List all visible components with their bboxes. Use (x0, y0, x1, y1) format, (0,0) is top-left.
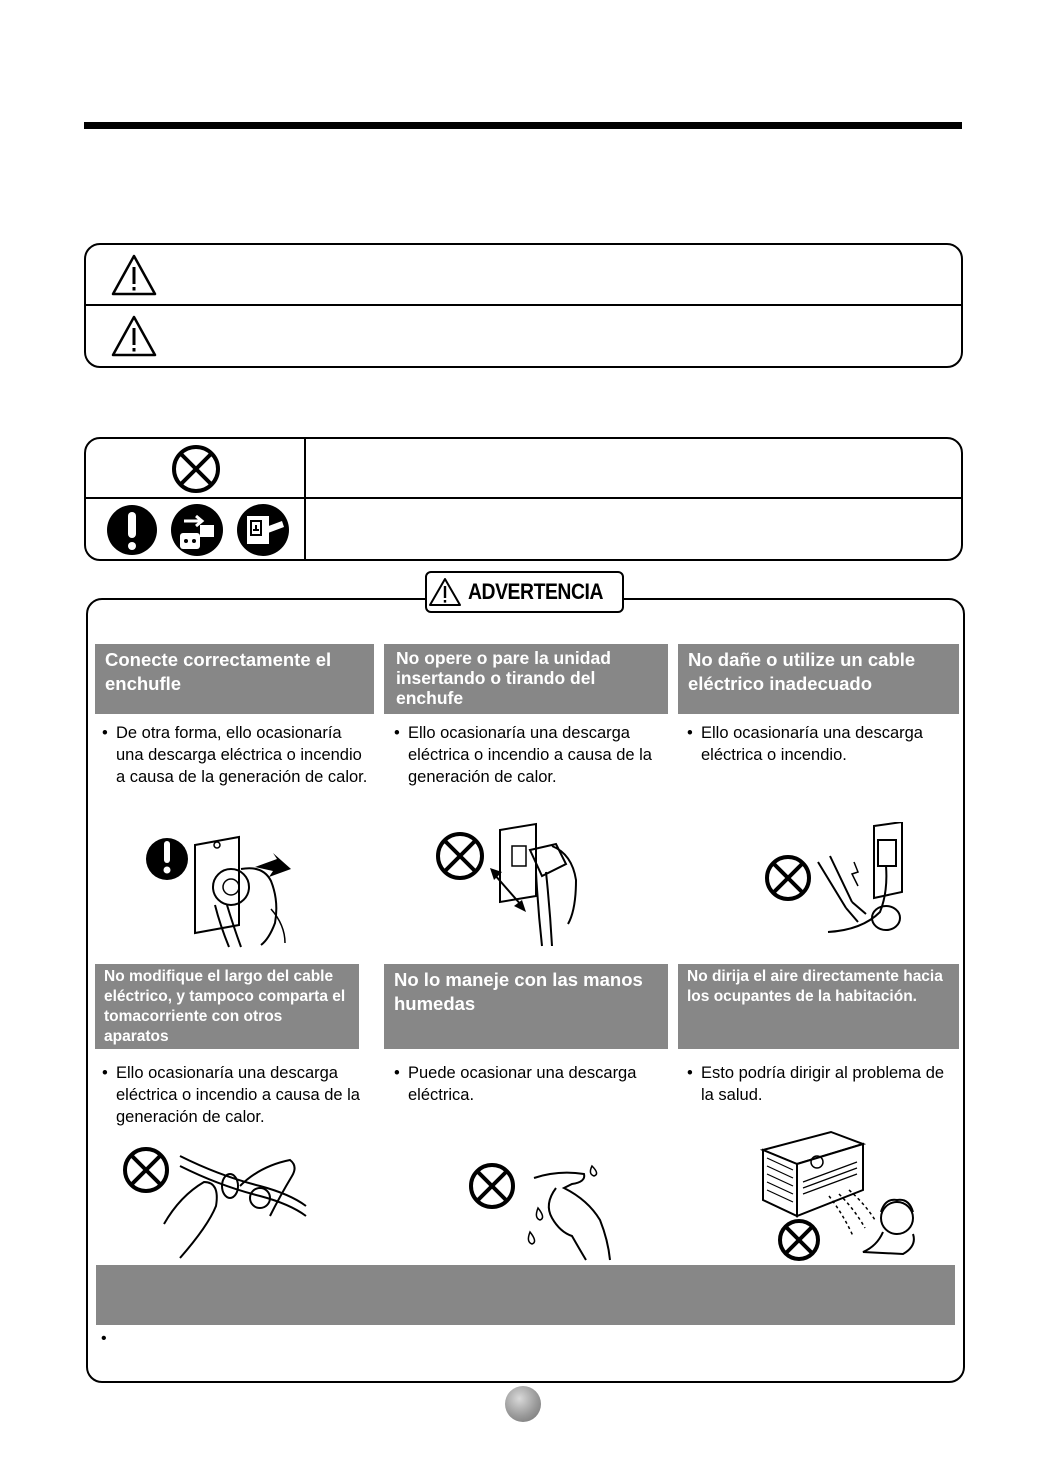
caution-symbol-table (84, 243, 963, 368)
wet-hands-illustration (468, 1160, 618, 1262)
plug-insert-illustration (145, 825, 305, 950)
page-number-badge (505, 1386, 541, 1422)
warning-label (425, 571, 624, 613)
unplug-icon (170, 503, 224, 557)
note-bullet: • (101, 1330, 107, 1347)
card-title: No opere o pare la unidad insertando o tirando del enchufe (384, 644, 668, 714)
card-title: No dirija el aire directamente hacia los ocupantes de la habitación. (678, 964, 959, 1049)
caution-triangle-icon (110, 314, 158, 358)
air-direction-illustration (757, 1124, 937, 1264)
warning-label-text: ADVERTENCIA (467, 579, 603, 604)
card-text: • Ello ocasionaría una descarga eléctrica o incendio a causa de la generación de calor. (100, 1062, 362, 1128)
card-title: No lo maneje con las manos humedas (384, 964, 668, 1049)
row-divider (86, 497, 961, 499)
plug-pull-illustration (432, 820, 592, 948)
prohibition-icon (170, 444, 222, 494)
modify-cable-illustration (120, 1146, 310, 1260)
column-divider (304, 439, 306, 559)
row-divider (86, 304, 961, 306)
warning-triangle-icon (428, 577, 462, 607)
card-text: • Ello ocasionaría una descarga eléctrica o incendio. (685, 722, 953, 766)
ground-icon (236, 503, 290, 557)
card-text: • Esto podría dirigir al problema de la salud. (685, 1062, 953, 1106)
card-text: • De otra forma, ello ocasionaría una descarga eléctrica o incendio a causa de la generación de calor. (100, 722, 370, 788)
symbol-legend-table (84, 437, 963, 561)
mandatory-icon (106, 503, 158, 557)
card-text: • Ello ocasionaría una descarga eléctrica o incendio a causa de la generación de calor. (392, 722, 660, 788)
card-title: No dañe o utilize un cable eléctrico inadecuado (678, 644, 959, 714)
damaged-cable-illustration (762, 822, 922, 934)
card-text: • Puede ocasionar una descarga eléctrica. (392, 1062, 660, 1106)
note-header-band (96, 1265, 955, 1325)
card-title: Conecte correctamente el enchufle (95, 644, 374, 714)
warning-triangle-icon (110, 253, 158, 297)
card-title: No modifique el largo del cable eléctrico, y tampoco comparta el tomacorriente con otros aparatos (95, 964, 359, 1049)
top-rule (84, 122, 962, 129)
